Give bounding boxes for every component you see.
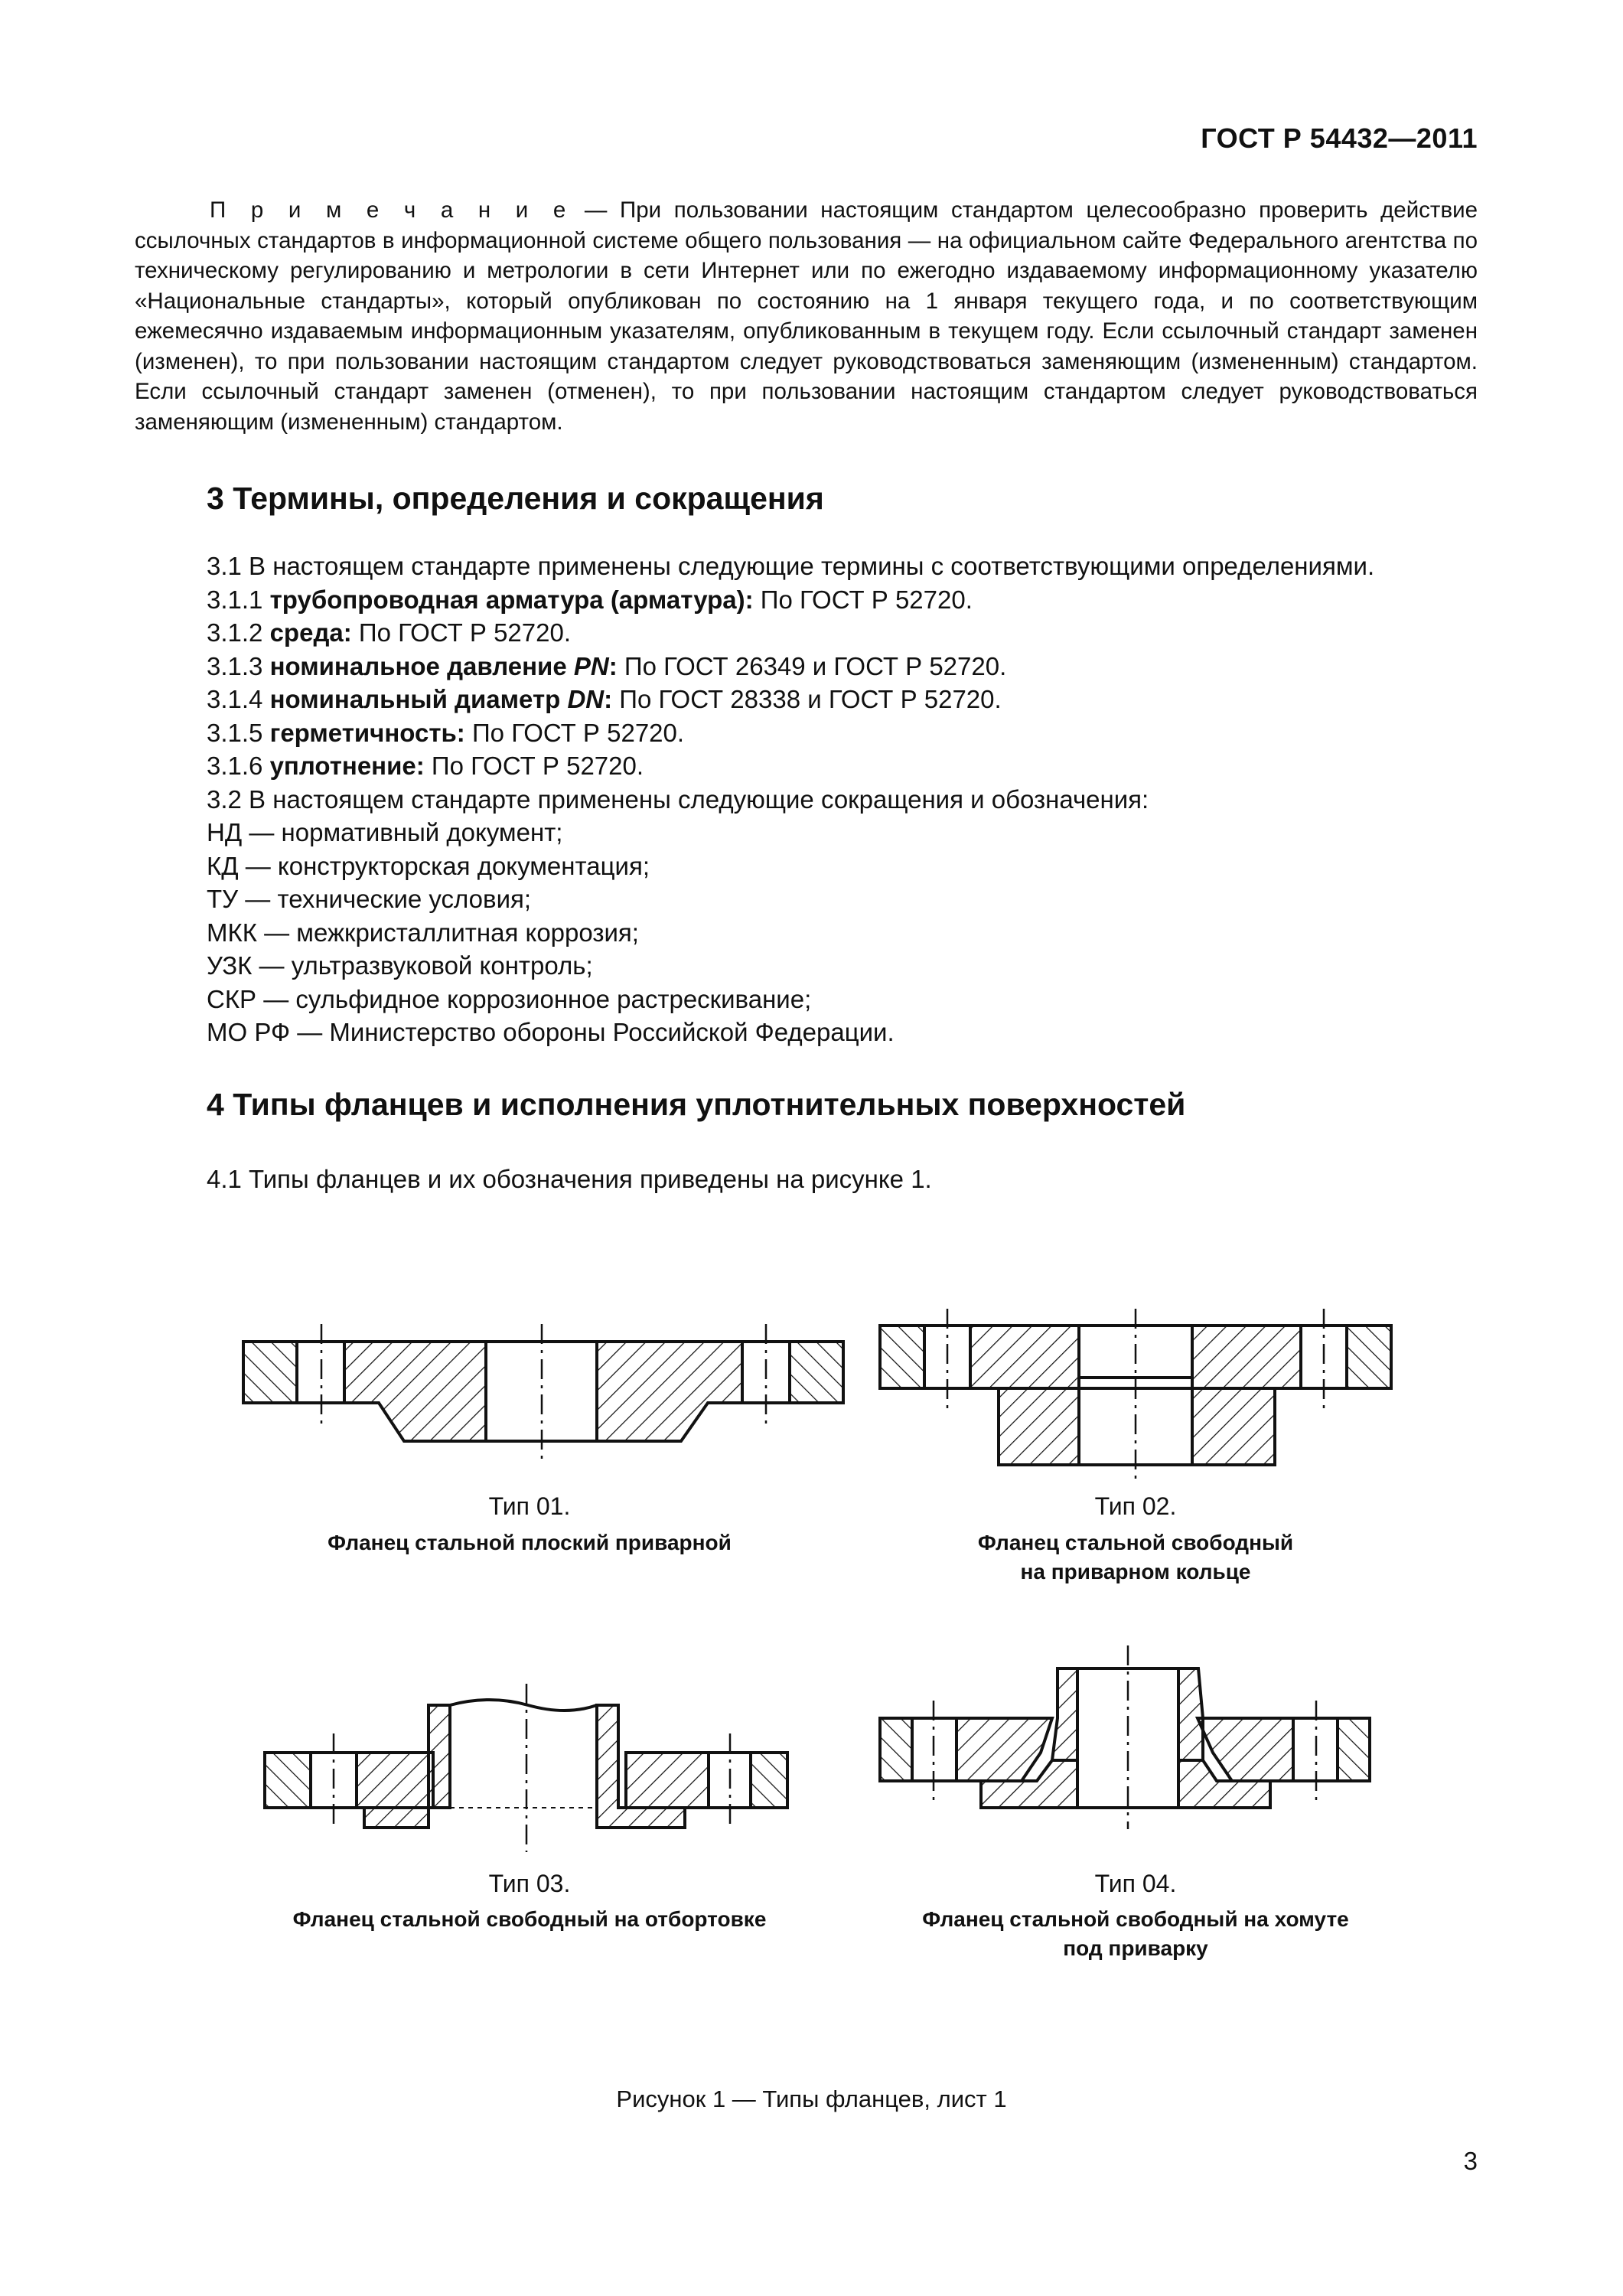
type-01-label: Тип 01. [488, 1492, 571, 1520]
abbreviation-item: СКР — сульфидное коррозионное растрескивание; [207, 984, 812, 1013]
type-01-description: Фланец стальной плоский приварной [328, 1531, 732, 1554]
section-3-intro: 3.1 В настоящем стандарте применены следующие термины с соответствующими определениями. [207, 552, 1375, 580]
term-3-1-5: 3.1.5 герметичность: По ГОСТ Р 52720. [207, 718, 685, 747]
flange-type-01-drawing [243, 1342, 843, 1441]
section-4-heading: 4 Типы фланцев и исполнения уплотнительных поверхностей [207, 1087, 1186, 1122]
abbreviation-item: УЗК — ультразвуковой контроль; [207, 951, 593, 980]
type-04-description-line2: под приварку [1063, 1936, 1208, 1960]
type-02-description: Фланец стальной свободный [977, 1531, 1294, 1554]
section-4-intro: 4.1 Типы фланцев и их обозначения приведены на рисунке 1. [207, 1165, 932, 1193]
type-02-description-line2: на приварном кольце [1020, 1560, 1251, 1583]
note-label: П р и м е ч а н и е [210, 197, 572, 223]
figure-caption: Рисунок 1 — Типы фланцев, лист 1 [616, 2086, 1007, 2112]
document-id-header: ГОСТ Р 54432—2011 [1201, 122, 1478, 154]
term-3-1-1: 3.1.1 трубопроводная арматура (арматура): По ГОСТ Р 52720. [207, 585, 973, 614]
abbreviation-item: МКК — межкристаллитная коррозия; [207, 918, 639, 947]
abbreviation-item: МО РФ — Министерство обороны Российской Федерации. [207, 1018, 895, 1046]
flange-type-04-drawing [880, 1668, 1370, 1808]
abbreviations-intro: 3.2 В настоящем стандарте применены следующие сокращения и обозначения: [207, 784, 1149, 814]
abbreviation-item: ТУ — технические условия; [207, 885, 532, 913]
term-3-1-3: 3.1.3 номинальное давление PN: По ГОСТ 26349 и ГОСТ Р 52720. [207, 651, 1007, 680]
type-04-description: Фланец стальной свободный на хомуте [922, 1907, 1349, 1931]
type-04-label: Тип 04. [1094, 1870, 1177, 1897]
type-02-label: Тип 02. [1094, 1492, 1177, 1520]
abbreviation-item: КД — конструкторская документация; [207, 851, 650, 880]
page-number: 3 [1463, 2147, 1478, 2175]
note-text: — При пользовании настоящим стандартом целесообразно проверить действие ссылочных стандартов в информационной системе общего пользования — на официальном сайте Федерального агентства по техническому регулированию и метрологии в сети Интернет или по ежегодно издаваемому информационному указателю «Национальные стандарты», который опубликован по состоянию на 1 января текущего года, и по соответствующим ежемесячно издаваемым информационным указателям, опубликованным в текущем году. Если ссылочный стандарт заменен (изменен), то при пользовании настоящим стандартом следует руководствоваться заменяющим (измененным) стандартом. Если ссылочный стандарт заменен (отменен), то при пользовании настоящим стандартом следует руководствоваться заменяющим (измененным) стандартом. [135, 197, 1478, 435]
term-3-1-2: 3.1.2 среда: По ГОСТ Р 52720. [207, 618, 572, 647]
abbreviation-item: НД — нормативный документ; [207, 818, 563, 846]
term-3-1-4: 3.1.4 номинальный диаметр DN: По ГОСТ 28338 и ГОСТ Р 52720. [207, 685, 1002, 713]
section-3-heading: 3 Термины, определения и сокращения [207, 481, 824, 516]
type-03-label: Тип 03. [488, 1870, 571, 1897]
term-3-1-6: 3.1.6 уплотнение: По ГОСТ Р 52720. [207, 752, 644, 780]
type-03-description: Фланец стальной свободный на отбортовке [292, 1907, 767, 1931]
